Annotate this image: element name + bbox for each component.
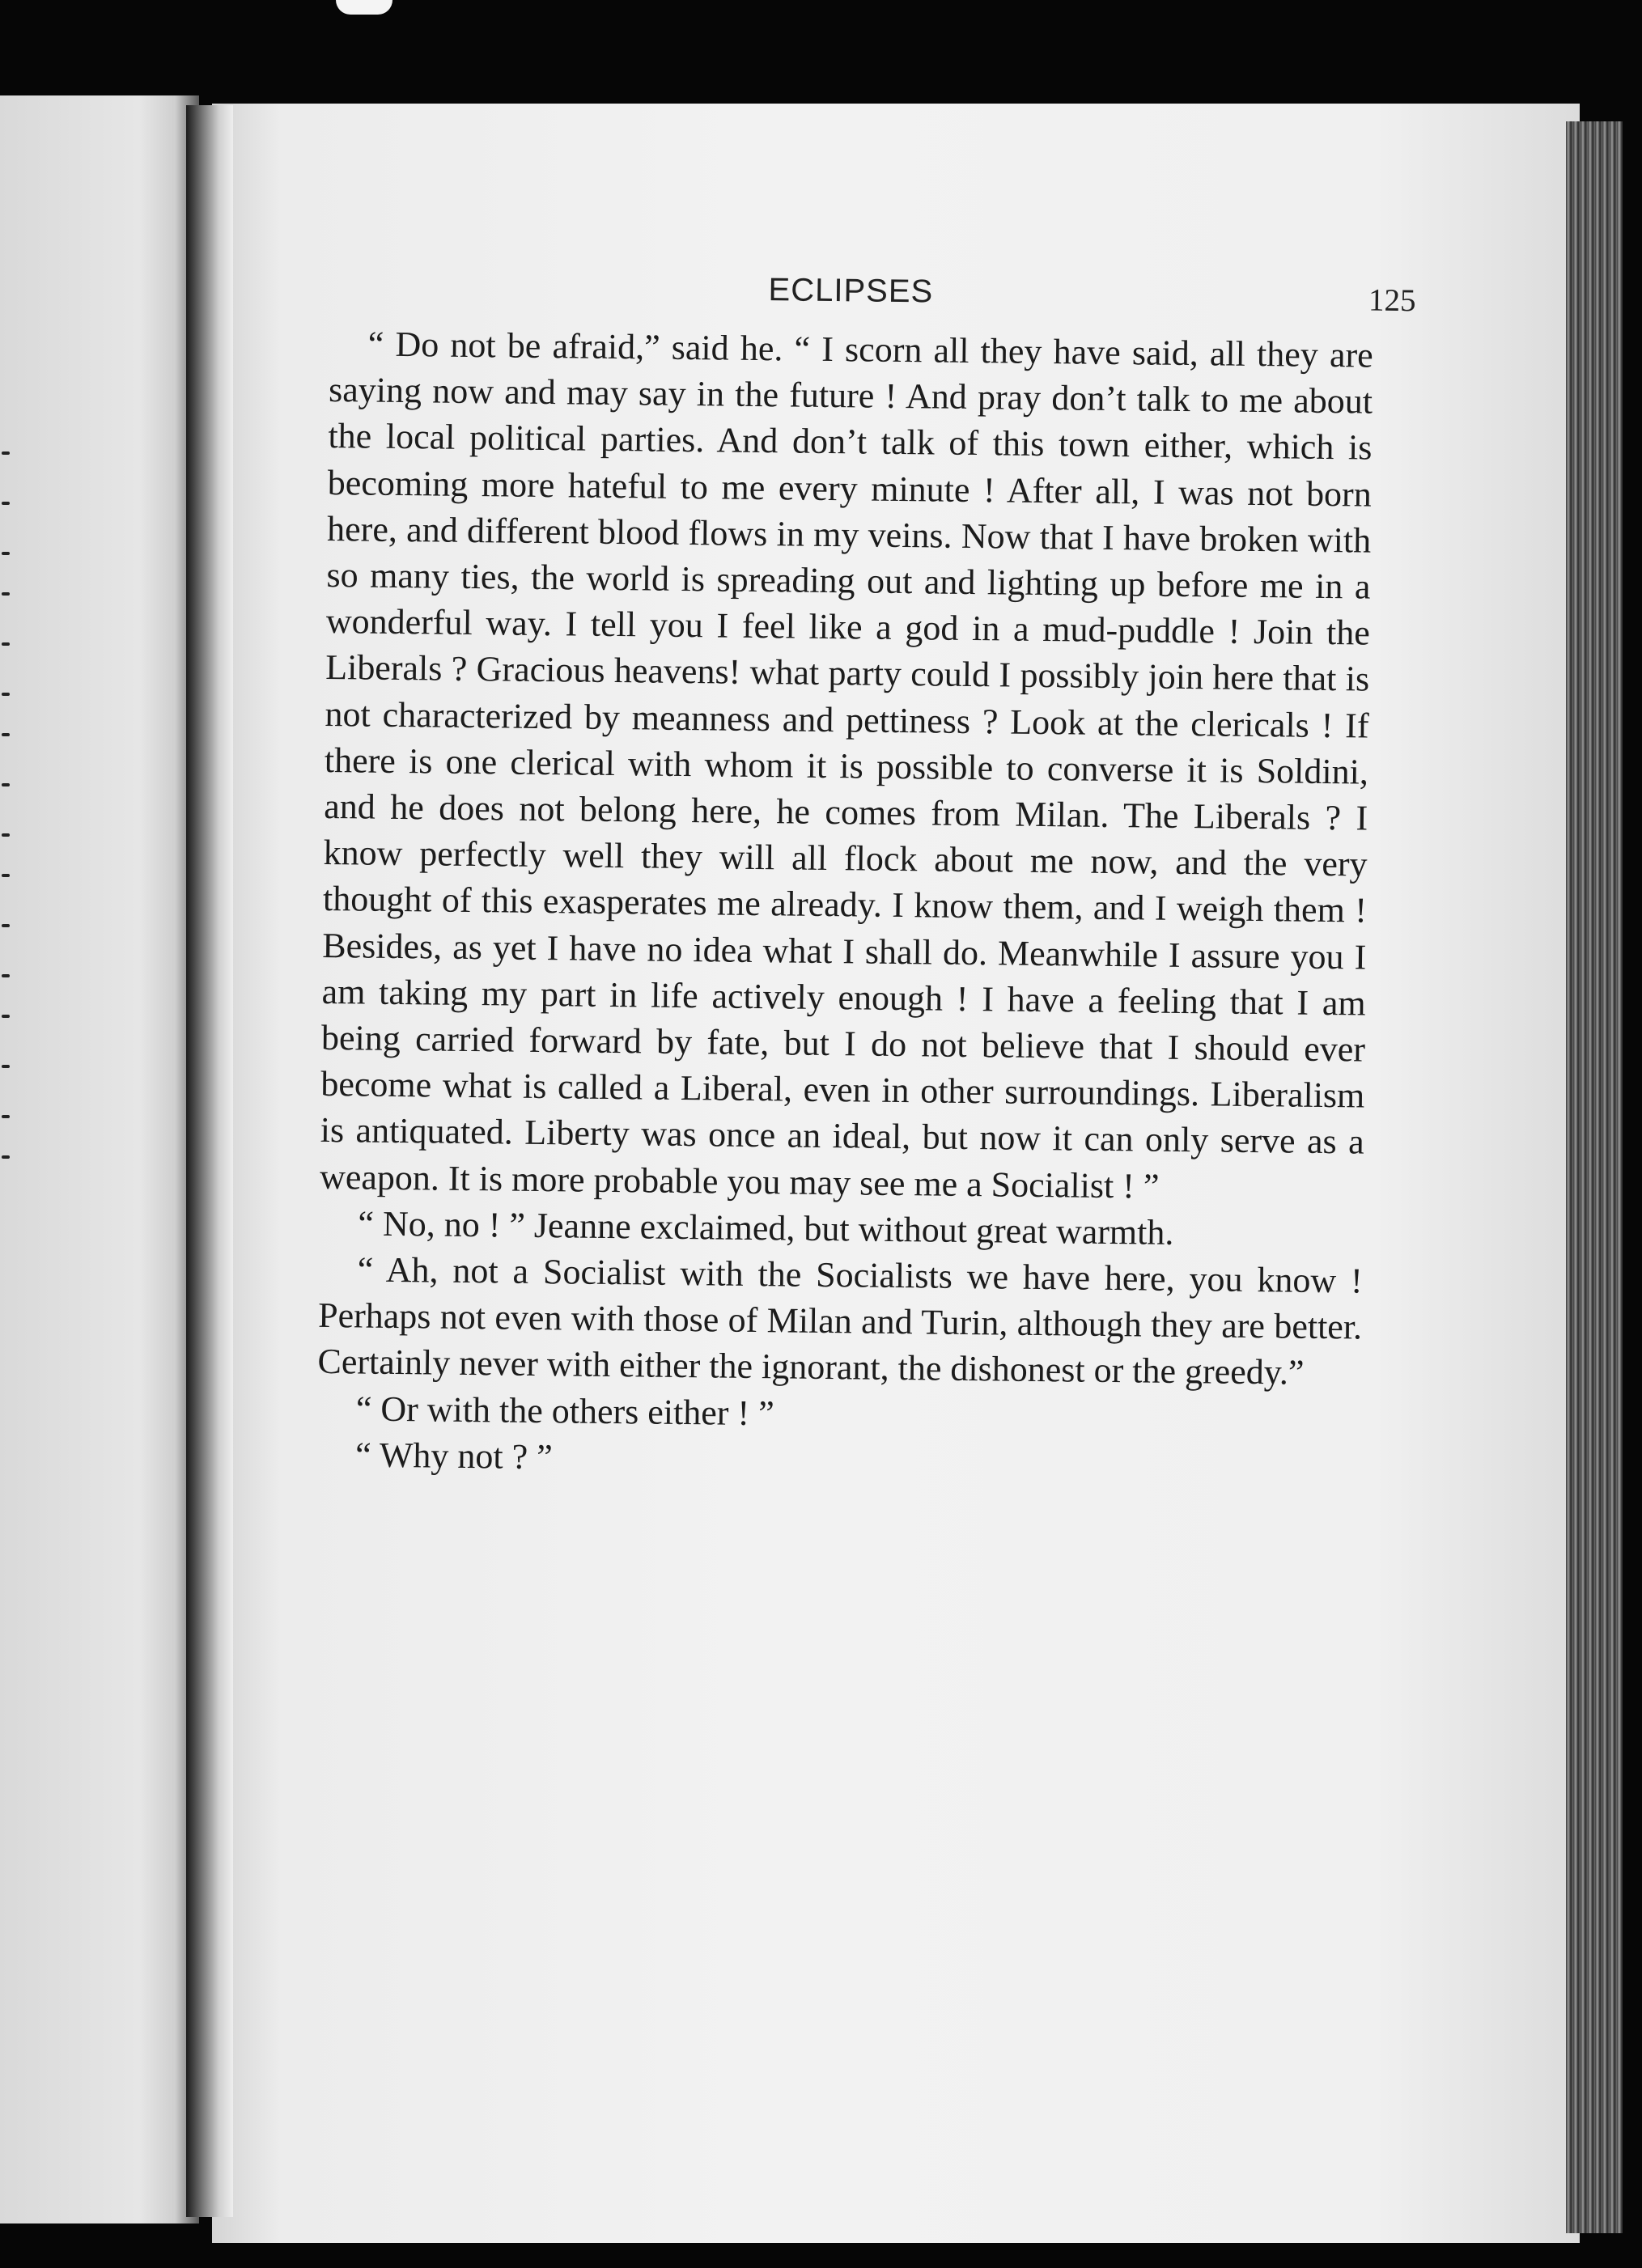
paragraph: “ Do not be afraid,” said he. “ I scorn all they have said, all they are saying now and may say in the future ! And pray don’t talk to me about the local political parties. And don’t talk of this town either, which is becoming more hateful to me every minute ! After all, I was not born here, and different blood flows in my veins. Now that I have broken with so many ties, the world is spreading out and lighting up before me in a wonderful way. I tell you I feel like a god in a mud-puddle ! Join the Liberals ? Gracious heavens! what party could I possibly join here that is not characterized by meanness and pettiness ? Look at the clericals ! If there is one clerical with whom it is possible to converse it is Soldini, and he does not belong here, he comes from Milan. The Liberals ? I know perfectly well they will all flock about me now, and the very thought of this exasperates me already. I know them, and I weigh them ! Besides, as yet I have no idea what I shall do. Meanwhile I assure you I am taking my part in life actively enough ! I have a feeling that I am being carried forward by fate, but I do not believe that I should ever become what is called a Liberal, even in other surroundings. Liberalism is antiquated. Liberty was once an ideal, but now it can only serve as a weapon. It is more probable you may see me a Socialist ! ” (319, 324, 1373, 1206)
left-page-text-fragments (2, 451, 13, 1584)
page-title: ECLIPSES (768, 272, 934, 310)
running-head (329, 257, 1416, 333)
text-fragment (2, 1065, 10, 1068)
text-fragment (2, 502, 10, 505)
text-fragment (2, 642, 10, 646)
text-fragment (2, 924, 10, 927)
book-gutter (186, 105, 233, 2217)
text-fragment (2, 733, 10, 736)
left-page-edge (0, 95, 199, 2223)
text-fragment (2, 451, 10, 455)
text-fragment (2, 874, 10, 877)
text-fragment (2, 1155, 10, 1159)
scan-artifact (336, 0, 392, 15)
page-text-block (316, 257, 1416, 1490)
paragraph: “ No, no ! ” Jeanne exclaimed, but without great warmth. (358, 1203, 1174, 1253)
paragraph: “ Ah, not a Socialist with the Socialists we have here, you know ! Perhaps not even with those of Milan and Turin, although they are better. Certainly never with either the ignorant, the dishonest or the greedy.” (317, 1249, 1364, 1393)
text-fragment (2, 592, 10, 596)
text-fragment (2, 833, 10, 837)
text-fragment (2, 1115, 10, 1118)
text-fragment (2, 783, 10, 786)
page-edges (1566, 121, 1623, 2233)
text-fragment (2, 1015, 10, 1018)
text-fragment (2, 552, 10, 555)
paragraph: “ Why not ? ” (354, 1435, 554, 1477)
body-text (316, 320, 1373, 1490)
text-fragment (2, 974, 10, 977)
paragraph: “ Or with the others either ! ” (355, 1388, 774, 1433)
text-fragment (2, 693, 10, 696)
page-number: 125 (1368, 282, 1416, 319)
